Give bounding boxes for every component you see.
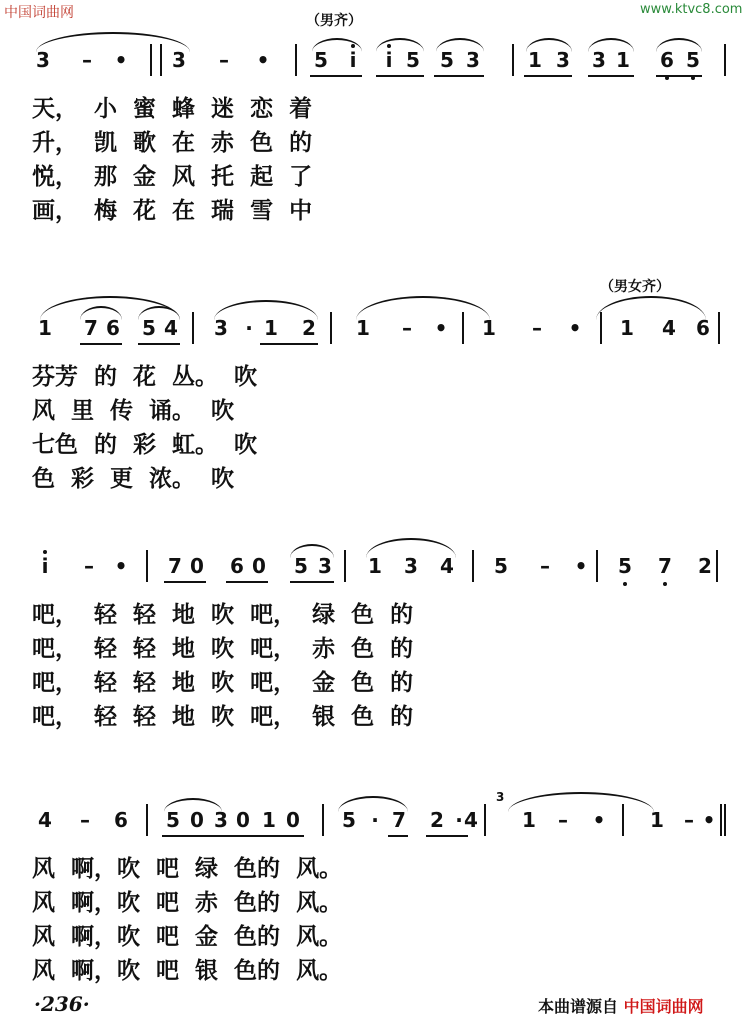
note: • (114, 554, 128, 578)
beam-underline (588, 75, 634, 77)
slur-arc (338, 796, 408, 812)
bar-line (512, 44, 514, 76)
note: 1 (264, 316, 278, 340)
note: – (80, 808, 90, 832)
lyric-line: 芬芳 的 花 丛。 吹 (32, 363, 258, 390)
beam-underline (524, 75, 572, 77)
note: 6 (658, 50, 676, 70)
source-credit (538, 994, 704, 1017)
note: – (558, 808, 568, 832)
note: 1 (650, 808, 664, 832)
bar-line (472, 550, 474, 582)
beam-underline (426, 835, 468, 837)
bar-line (596, 550, 598, 582)
note: • (114, 48, 128, 72)
note: 5 (684, 50, 702, 70)
lyric-line: 吧， 轻 轻 地 吹 吧， 银 色 的 (32, 703, 414, 730)
label-male-unison: （男齐） (306, 13, 362, 29)
note: 1 (356, 316, 370, 340)
bar-line (716, 550, 718, 582)
bar-line (192, 312, 194, 344)
note: 1 (522, 808, 536, 832)
slur-arc (656, 38, 702, 52)
bar-line (344, 550, 346, 582)
watermark-right: www.ktvc8.com (640, 2, 743, 17)
slur-arc (436, 38, 484, 52)
note: 0 (252, 554, 266, 578)
note: 5 (616, 556, 634, 576)
bar-line (295, 44, 297, 76)
note: 3 (404, 554, 418, 578)
note: i (380, 50, 398, 70)
beam-underline (164, 581, 206, 583)
lyric-line: 风 啊，吹 吧 银 色的 风。 (32, 957, 343, 984)
note: 3 (214, 316, 228, 340)
note: 7 (392, 808, 406, 832)
beam-underline (376, 75, 424, 77)
note: 5 (440, 48, 454, 72)
note: · (245, 316, 253, 340)
note: • (702, 808, 716, 832)
slur-arc (36, 32, 190, 52)
triplet-mark: 3 (496, 790, 505, 804)
note: 1 (262, 808, 276, 832)
beam-underline (138, 343, 180, 345)
note: 6 (230, 554, 244, 578)
lyric-line: 风 啊，吹 吧 赤 色的 风。 (32, 889, 343, 916)
beam-underline (260, 343, 318, 345)
note: • (256, 48, 270, 72)
source-prefix: 本曲谱源自 (538, 997, 619, 1016)
slur-arc (312, 38, 362, 52)
note: 5 (406, 48, 420, 72)
note: 0 (286, 808, 300, 832)
bar-line (146, 550, 148, 582)
note: 0 (190, 808, 204, 832)
note: 4 (464, 808, 478, 832)
note: – (82, 48, 92, 72)
note: 1 (616, 48, 630, 72)
slur-arc (290, 544, 334, 558)
note: 5 (314, 48, 328, 72)
slur-arc (376, 38, 424, 52)
bar-line (724, 44, 726, 76)
bar-line (322, 804, 324, 836)
source-site: 中国词曲网 (623, 997, 704, 1016)
beam-underline (162, 835, 304, 837)
note: 4 (440, 554, 454, 578)
note: 3 (36, 48, 50, 72)
note: 2 (430, 808, 444, 832)
slur-arc (214, 300, 318, 320)
note: i (344, 50, 362, 70)
slur-arc (596, 296, 706, 320)
note: – (402, 316, 412, 340)
slur-arc (366, 538, 456, 558)
bar-line (724, 804, 726, 836)
note: 1 (528, 48, 542, 72)
bar-line (330, 312, 332, 344)
lyric-line: 升， 凯 歌 在 赤 色 的 (32, 129, 313, 156)
note: – (540, 554, 550, 578)
beam-underline (80, 343, 122, 345)
lyric-line: 画， 梅 花 在 瑞 雪 中 (32, 197, 313, 224)
note: 1 (368, 554, 382, 578)
lyric-line: 风 里 传 诵。 吹 (32, 397, 235, 424)
lyric-line: 风 啊，吹 吧 金 色的 风。 (32, 923, 343, 950)
note: 7 (84, 316, 98, 340)
lyric-line: 吧， 轻 轻 地 吹 吧， 赤 色 的 (32, 635, 414, 662)
lyric-line: 七色 的 彩 虹。 吹 (32, 431, 258, 458)
note: 2 (302, 316, 316, 340)
note: 7 (656, 556, 674, 576)
note: 5 (294, 554, 308, 578)
bar-line (484, 804, 486, 836)
note: – (84, 554, 94, 578)
slur-arc (508, 792, 654, 812)
note: • (434, 316, 448, 340)
note: 6 (696, 316, 710, 340)
note: 3 (172, 48, 186, 72)
note: 4 (662, 316, 676, 340)
note: 1 (620, 316, 634, 340)
note: 3 (318, 554, 332, 578)
note: 4 (164, 316, 178, 340)
note: 5 (166, 808, 180, 832)
note: 3 (466, 48, 480, 72)
note: 3 (556, 48, 570, 72)
note: 0 (190, 554, 204, 578)
slur-arc (526, 38, 572, 52)
note: · (371, 808, 379, 832)
beam-underline (310, 75, 362, 77)
lyric-line: 风 啊，吹 吧 绿 色的 风。 (32, 855, 343, 882)
slur-arc (164, 798, 222, 812)
note: 6 (106, 316, 120, 340)
note: • (592, 808, 606, 832)
note: • (574, 554, 588, 578)
watermark-left: 中国词曲网 (4, 5, 74, 21)
note: · (455, 808, 463, 832)
note: 3 (592, 48, 606, 72)
note: 1 (482, 316, 496, 340)
note: • (568, 316, 582, 340)
bar-line (718, 312, 720, 344)
lyric-line: 天， 小 蜜 蜂 迷 恋 着 (32, 95, 313, 122)
lyric-line: 吧， 轻 轻 地 吹 吧， 金 色 的 (32, 669, 414, 696)
beam-underline (290, 581, 334, 583)
note: 2 (698, 554, 712, 578)
note: – (684, 808, 694, 832)
note: 3 (214, 808, 228, 832)
note: 4 (38, 808, 52, 832)
beam-underline (656, 75, 702, 77)
beam-underline (388, 835, 408, 837)
note: 0 (236, 808, 250, 832)
slur-arc (356, 296, 490, 320)
note: – (219, 48, 229, 72)
lyric-line: 吧， 轻 轻 地 吹 吧， 绿 色 的 (32, 601, 414, 628)
beam-underline (226, 581, 268, 583)
label-mixed-unison: （男女齐） (600, 279, 670, 295)
bar-line (720, 804, 722, 836)
note: i (36, 556, 54, 576)
note: 7 (168, 554, 182, 578)
bar-line (146, 804, 148, 836)
note: – (532, 316, 542, 340)
note: 6 (114, 808, 128, 832)
note: 1 (38, 316, 52, 340)
slur-arc (588, 38, 634, 52)
note: 5 (494, 554, 508, 578)
note: 5 (342, 808, 356, 832)
note: 5 (142, 316, 156, 340)
lyric-line: 悦， 那 金 风 托 起 了 (32, 163, 313, 190)
page-number: ·236· (34, 992, 90, 1016)
lyric-line: 色 彩 更 浓。 吹 (32, 465, 235, 492)
beam-underline (434, 75, 484, 77)
